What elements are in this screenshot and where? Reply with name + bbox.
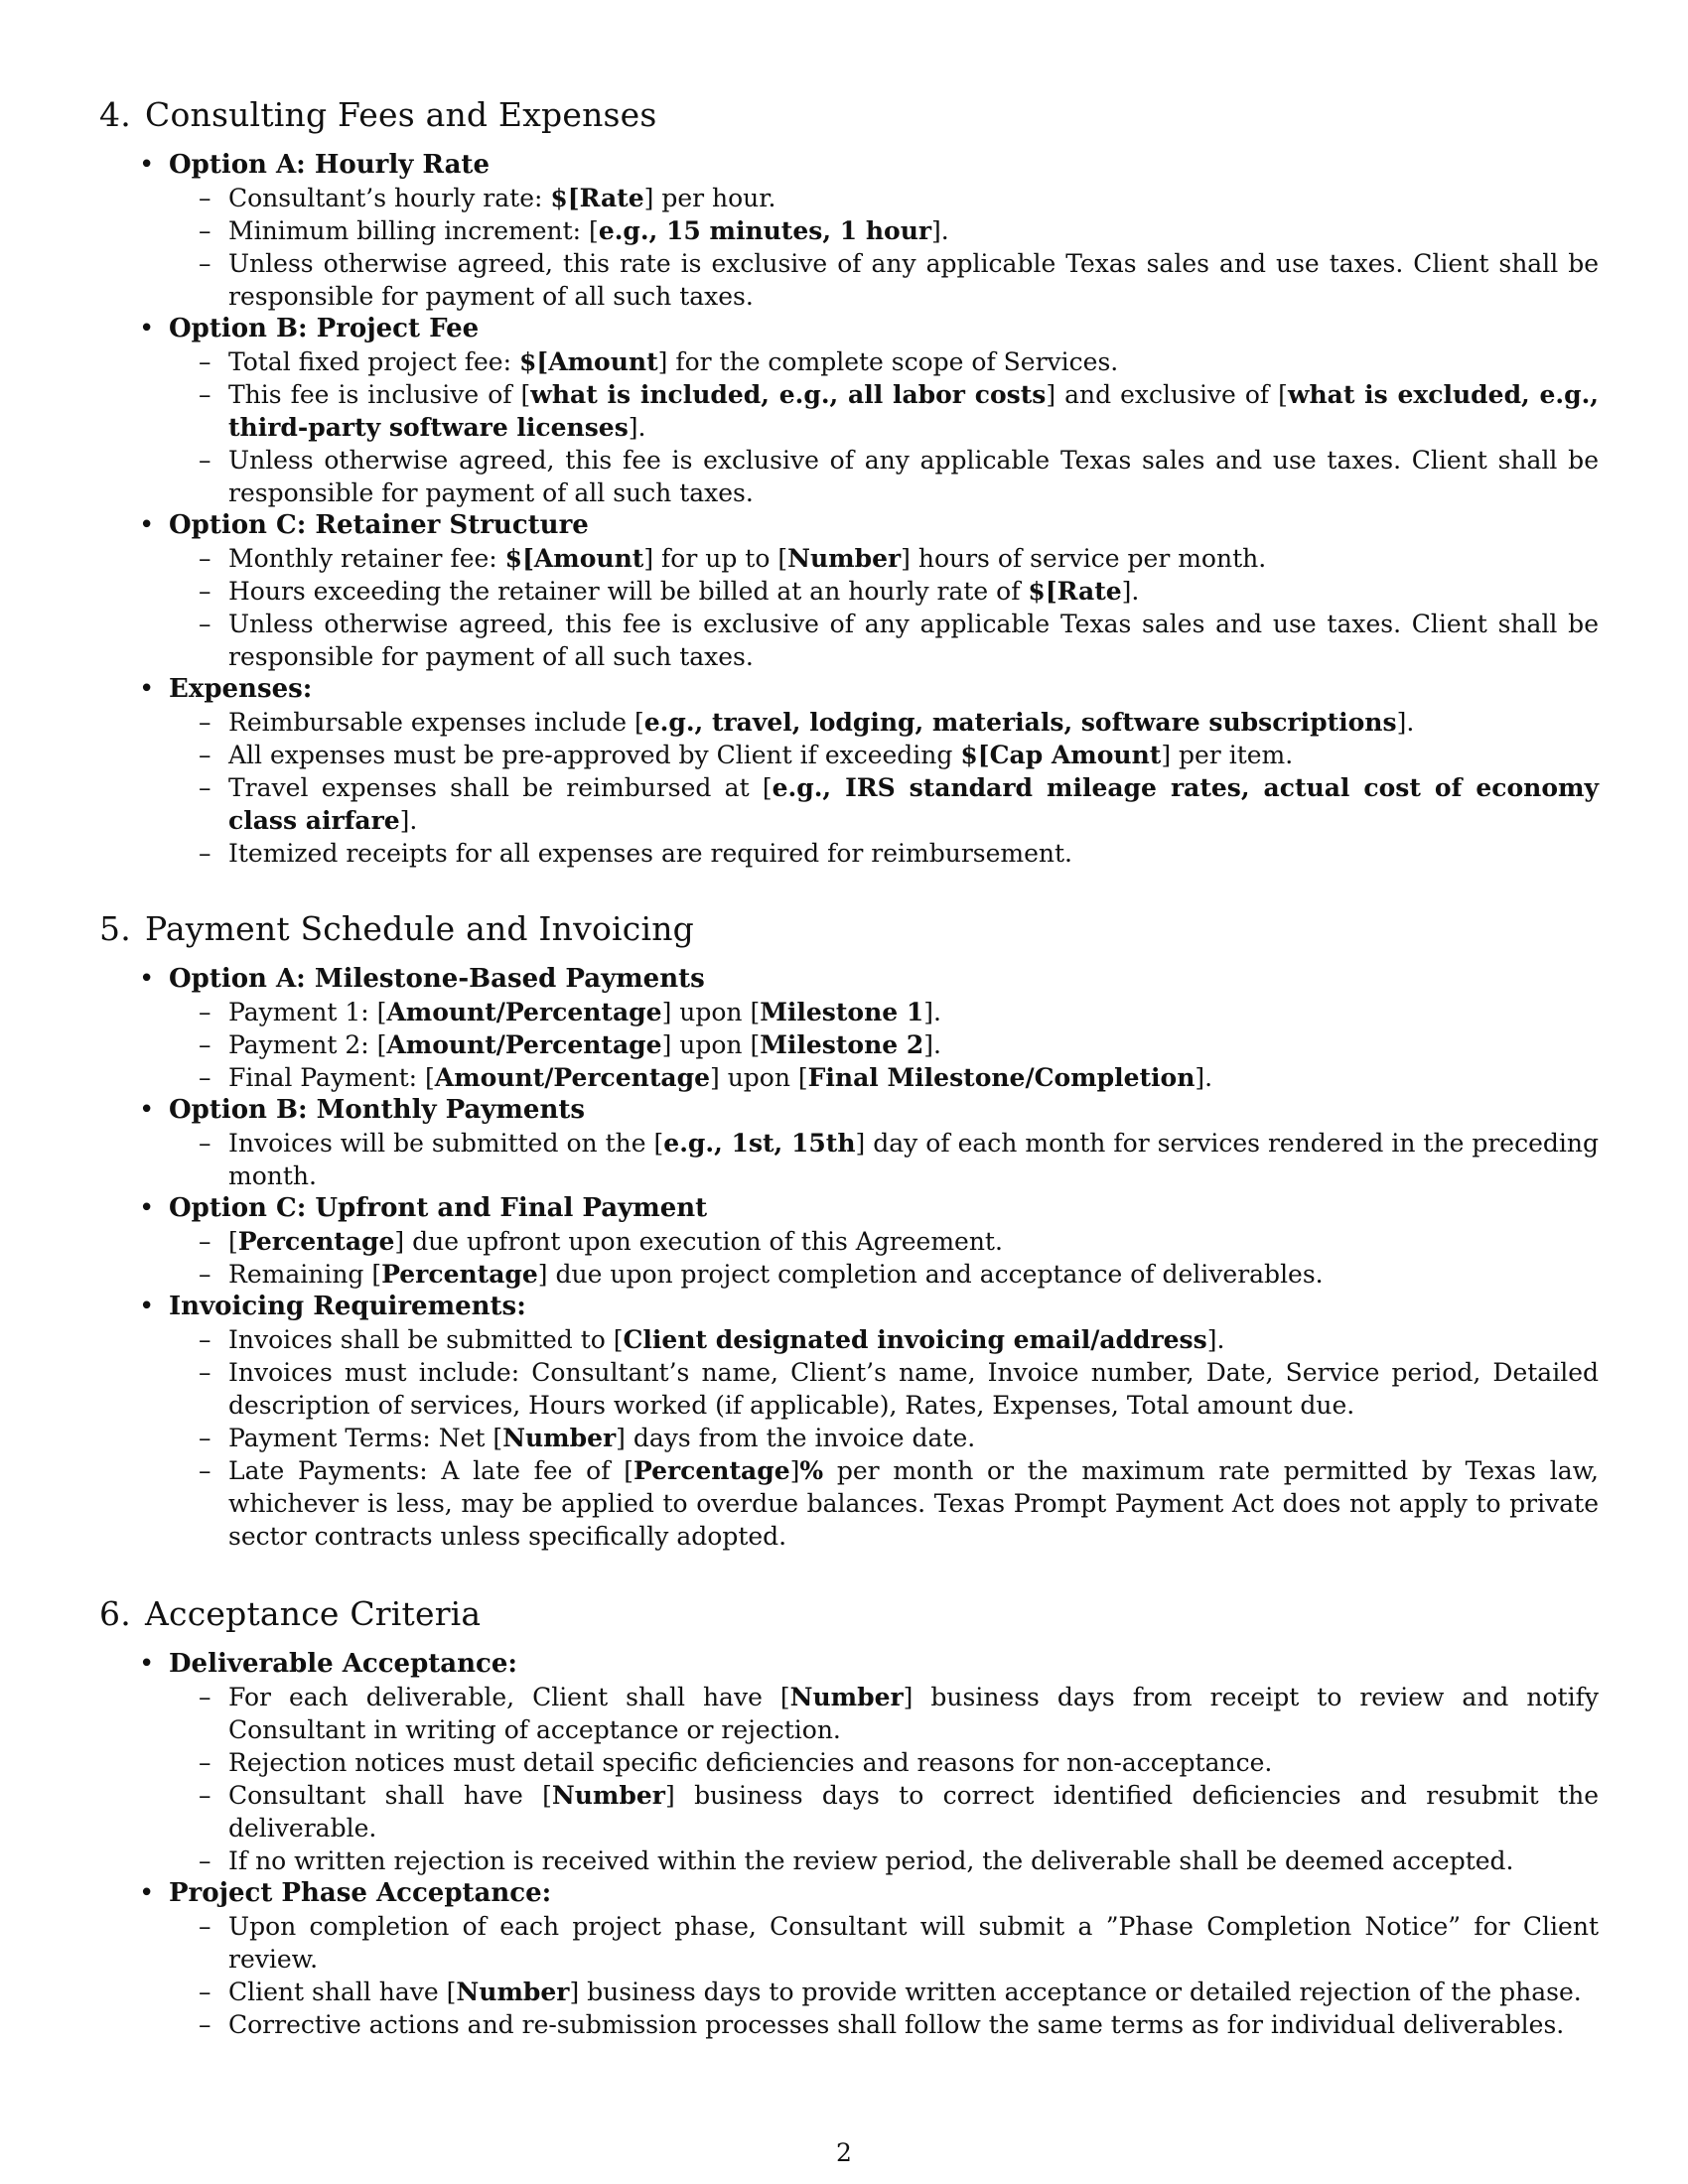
option-item [99, 313, 1600, 509]
option-title: Option C: Upfront and Final Payment [169, 1193, 708, 1223]
text-run: ]. [923, 998, 941, 1026]
text-run: Unless otherwise agreed, this fee is exclusive of any applicable Texas sales and use taxes. Client shall be responsible for payment of all such taxes. [228, 610, 1599, 671]
list-item [169, 1258, 1599, 1291]
text-run: Invoices shall be submitted to [ [228, 1325, 624, 1354]
placeholder-text: Amount [533, 544, 644, 573]
placeholder-text: Amount/Percentage [434, 1063, 710, 1092]
text-run: ] hours of service per month. [901, 544, 1267, 573]
dash-icon: – [199, 1358, 211, 1387]
placeholder-text: Amount/Percentage [386, 998, 662, 1026]
dash-icon: – [199, 1030, 211, 1059]
option-item [99, 1648, 1599, 1877]
option-item [99, 509, 1599, 673]
placeholder-text: $[ [518, 347, 549, 376]
text-run: ] for the complete scope of Services. [657, 347, 1119, 376]
text-run: Invoices must include: Consultant’s name, Client’s name, Invoice number, Date, Service period, Detailed description of services, Hours worked (if applicable), Rates, Expenses, Total amount due. [228, 1358, 1599, 1420]
section-number: 4. [99, 95, 131, 134]
list-item [169, 1844, 1599, 1877]
text-run: Hours exceeding the retainer will be billed at an hourly rate of [228, 577, 1029, 606]
list-item [169, 1746, 1599, 1779]
option-title: Option B: Project Fee [169, 314, 480, 343]
placeholder-text: Client designated invoicing email/address [623, 1325, 1207, 1354]
dash-icon: – [199, 1325, 211, 1354]
placeholder-text: $[ [550, 184, 580, 212]
dash-icon: – [199, 1748, 211, 1777]
section-heading [99, 95, 1589, 135]
text-run: Unless otherwise agreed, this rate is exclusive of any applicable Texas sales and use taxes. Client shall be responsible for payment of all such taxes. [228, 249, 1599, 311]
text-run: Payment 2: [ [228, 1030, 387, 1059]
text-run: ] per item. [1161, 741, 1294, 769]
placeholder-text: Number [502, 1424, 617, 1452]
list-item [169, 444, 1599, 509]
text-run: ]. [1121, 577, 1140, 606]
option-item [99, 673, 1599, 870]
list-item [169, 1681, 1599, 1746]
bullet-icon: • [139, 510, 155, 540]
sub-item-list [169, 542, 1599, 673]
text-run: Unless otherwise agreed, this fee is exclusive of any applicable Texas sales and use taxes. Client shall be responsible for payment of all such taxes. [228, 446, 1599, 507]
dash-icon: – [199, 1781, 211, 1810]
sub-item-list [169, 345, 1600, 509]
sub-item-list [169, 996, 1589, 1094]
text-run: ] day of each month for services rendered in the preceding month. [228, 1129, 1600, 1190]
sub-item-list [169, 1225, 1589, 1291]
section-number: 5. [99, 909, 131, 948]
text-run: Remaining [ [228, 1260, 382, 1289]
sub-item-list [169, 182, 1599, 313]
text-run: ]. [1396, 708, 1415, 737]
text-run: ] business days to correct identified deficiencies and resubmit the deliverable. [228, 1781, 1599, 1843]
option-title: Option B: Monthly Payments [169, 1095, 586, 1125]
text-run: Late Payments: A late fee of [ [228, 1456, 633, 1485]
placeholder-text: Number [456, 1978, 570, 2006]
section-number: 6. [99, 1594, 131, 1633]
placeholder-text: Rate [579, 184, 644, 212]
bullet-icon: • [139, 674, 155, 704]
text-run: ]. [931, 216, 949, 245]
text-run: ] due upon project completion and acceptance of deliverables. [537, 1260, 1324, 1289]
option-title: Option A: Hourly Rate [169, 150, 490, 180]
text-run: Total fixed project fee: [228, 347, 519, 376]
dash-icon: – [199, 773, 211, 802]
section-heading [99, 909, 1589, 949]
text-run: If no written rejection is received within the review period, the deliverable shall be deemed accepted. [228, 1846, 1514, 1875]
option-item [99, 149, 1599, 313]
bullet-icon: • [139, 314, 155, 343]
placeholder-text: e.g., 15 minutes, 1 hour [598, 216, 932, 245]
text-run: Upon completion of each project phase, Consultant will submit a ”Phase Completion Notice” for Client review. [228, 1912, 1599, 1974]
dash-icon: – [199, 347, 211, 376]
placeholder-text: Number [787, 544, 902, 573]
dash-icon: – [199, 2010, 211, 2039]
dash-icon: – [199, 249, 211, 278]
text-run: For each deliverable, Client shall have [ [228, 1683, 790, 1711]
placeholder-text: $[ [1028, 577, 1057, 606]
list-item [169, 1323, 1599, 1356]
list-item [169, 706, 1599, 739]
text-run: ]. [1206, 1325, 1225, 1354]
text-run: Itemized receipts for all expenses are required for reimbursement. [228, 839, 1072, 868]
list-item [169, 1454, 1599, 1553]
bullet-icon: • [139, 1292, 155, 1321]
list-item [169, 247, 1599, 313]
text-run: ] [789, 1456, 800, 1485]
option-item [99, 963, 1589, 1094]
placeholder-text: Number [789, 1683, 904, 1711]
sub-item-list [169, 1910, 1599, 2041]
dash-icon: – [199, 998, 211, 1026]
text-run: This fee is inclusive of [ [228, 380, 531, 409]
dash-icon: – [199, 1063, 211, 1092]
placeholder-text: Cap Amount [989, 741, 1162, 769]
text-run: [ [228, 1227, 238, 1256]
text-run: Monthly retainer fee: [228, 544, 505, 573]
text-run: Consultant’s hourly rate: [228, 184, 551, 212]
placeholder-text: Milestone 2 [760, 1030, 924, 1059]
dash-icon: – [199, 1683, 211, 1711]
text-run: Invoices will be submitted on the [ [228, 1129, 664, 1158]
list-item [169, 1061, 1599, 1094]
placeholder-text: Number [551, 1781, 665, 1810]
placeholder-text: Final Milestone/Completion [807, 1063, 1196, 1092]
placeholder-text: % [799, 1456, 824, 1485]
text-run: Reimbursable expenses include [ [228, 708, 644, 737]
list-item [169, 1225, 1599, 1258]
placeholder-text: what is included, e.g., all labor costs [530, 380, 1047, 409]
text-run: ]. [1195, 1063, 1213, 1092]
option-item [99, 1877, 1599, 2041]
bullet-icon: • [139, 964, 155, 994]
placeholder-text: Percentage [237, 1227, 395, 1256]
list-item [169, 1976, 1599, 2008]
option-title: Expenses: [169, 674, 313, 704]
text-run: per month or the maximum rate permitted by Texas law, whichever is less, may be applied to overdue balances. Texas Prompt Payment Act does not apply to private sector contracts unless specifically adopted. [228, 1456, 1599, 1551]
list-item [169, 575, 1599, 608]
text-run: Client shall have [ [228, 1978, 457, 2006]
option-list [99, 963, 1600, 1553]
bullet-icon: • [139, 1878, 155, 1908]
text-run: ]. [923, 1030, 941, 1059]
text-run: ] business days to provide written acceptance or detailed rejection of the phase. [569, 1978, 1582, 2006]
section-title: Acceptance Criteria [145, 1594, 482, 1633]
dash-icon: – [199, 380, 211, 409]
placeholder-text: e.g., IRS standard mileage rates, actual cost of economy class airfare [228, 773, 1599, 835]
dash-icon: – [199, 1846, 211, 1875]
placeholder-text: Rate [1056, 577, 1122, 606]
bullet-icon: • [139, 150, 155, 180]
list-item [169, 996, 1599, 1028]
text-run: Rejection notices must detail specific deficiencies and reasons for non-acceptance. [228, 1748, 1273, 1777]
option-item [99, 1094, 1600, 1192]
option-title: Option A: Milestone-Based Payments [169, 964, 705, 994]
text-run: ] for up to [ [643, 544, 788, 573]
dash-icon: – [199, 1978, 211, 2006]
option-title: Deliverable Acceptance: [169, 1649, 517, 1679]
dash-icon: – [199, 1424, 211, 1452]
dash-icon: – [199, 610, 211, 638]
text-run: Consultant shall have [ [228, 1781, 552, 1810]
bullet-icon: • [139, 1095, 155, 1125]
list-item [169, 1356, 1599, 1422]
placeholder-text: Amount/Percentage [386, 1030, 662, 1059]
list-item [169, 1910, 1599, 1976]
sub-item-list [169, 1127, 1600, 1192]
placeholder-text: Amount [548, 347, 658, 376]
text-run: ] upon [ [661, 998, 761, 1026]
list-item [169, 345, 1599, 378]
text-run: ] upon [ [710, 1063, 808, 1092]
bullet-icon: • [139, 1649, 155, 1679]
dash-icon: – [199, 577, 211, 606]
section-title: Payment Schedule and Invoicing [145, 909, 694, 948]
list-item [169, 837, 1599, 870]
bullet-icon: • [139, 1193, 155, 1223]
placeholder-text: what is excluded, e.g., third-party software licenses [228, 380, 1600, 442]
list-item [169, 2008, 1599, 2041]
dash-icon: – [199, 216, 211, 245]
sub-item-list [169, 706, 1599, 870]
text-run: Payment 1: [ [228, 998, 387, 1026]
text-run: ] days from the invoice date. [616, 1424, 976, 1452]
list-item [169, 214, 1599, 247]
text-run: ]. [399, 806, 418, 835]
section-6 [99, 1594, 1599, 2041]
option-item [99, 1291, 1599, 1553]
option-list [99, 1648, 1599, 2041]
option-title: Option C: Retainer Structure [169, 510, 589, 540]
sub-item-list [169, 1323, 1599, 1553]
sub-item-list [169, 1681, 1599, 1877]
text-run: ] due upfront upon execution of this Agreement. [394, 1227, 1003, 1256]
dash-icon: – [199, 1227, 211, 1256]
dash-icon: – [199, 184, 211, 212]
text-run: Minimum billing increment: [ [228, 216, 599, 245]
list-item [169, 182, 1599, 214]
section-4 [99, 95, 1600, 870]
text-run: Travel expenses shall be reimbursed at [ [228, 773, 773, 802]
list-item [169, 739, 1599, 771]
text-run: ] and exclusive of [ [1046, 380, 1288, 409]
list-item [169, 1779, 1599, 1844]
list-item [169, 608, 1599, 673]
dash-icon: – [199, 741, 211, 769]
section-title: Consulting Fees and Expenses [145, 95, 657, 134]
dash-icon: – [199, 1129, 211, 1158]
list-item [169, 771, 1599, 837]
placeholder-text: e.g., 1st, 15th [663, 1129, 856, 1158]
dash-icon: – [199, 1456, 211, 1485]
text-run: Payment Terms: Net [ [228, 1424, 503, 1452]
section-5 [99, 909, 1600, 1553]
list-item [169, 1422, 1599, 1454]
placeholder-text: e.g., travel, lodging, materials, software subscriptions [643, 708, 1397, 737]
dash-icon: – [199, 1912, 211, 1941]
text-run: All expenses must be pre-approved by Client if exceeding [228, 741, 961, 769]
text-run: ]. [628, 413, 646, 442]
text-run: ] upon [ [661, 1030, 761, 1059]
page-number: 2 [836, 2138, 852, 2167]
placeholder-text: Milestone 1 [760, 998, 924, 1026]
section-heading [99, 1594, 1589, 1634]
text-run: ] per hour. [643, 184, 776, 212]
placeholder-text: Percentage [633, 1456, 790, 1485]
dash-icon: – [199, 544, 211, 573]
text-run: ] business days from receipt to review and notify Consultant in writing of acceptance or rejection. [228, 1683, 1599, 1744]
list-item [169, 1127, 1599, 1192]
text-run: Corrective actions and re-submission processes shall follow the same terms as for individual deliverables. [228, 2010, 1565, 2039]
placeholder-text: $[ [504, 544, 534, 573]
list-item [169, 1028, 1599, 1061]
dash-icon: – [199, 446, 211, 475]
list-item [169, 378, 1599, 444]
option-item [99, 1192, 1589, 1291]
dash-icon: – [199, 1260, 211, 1289]
dash-icon: – [199, 708, 211, 737]
placeholder-text: Percentage [381, 1260, 538, 1289]
option-list [99, 149, 1600, 870]
option-title: Project Phase Acceptance: [169, 1878, 552, 1908]
text-run: Final Payment: [ [228, 1063, 435, 1092]
list-item [169, 542, 1599, 575]
dash-icon: – [199, 839, 211, 868]
option-title: Invoicing Requirements: [169, 1292, 526, 1321]
placeholder-text: $[ [960, 741, 990, 769]
